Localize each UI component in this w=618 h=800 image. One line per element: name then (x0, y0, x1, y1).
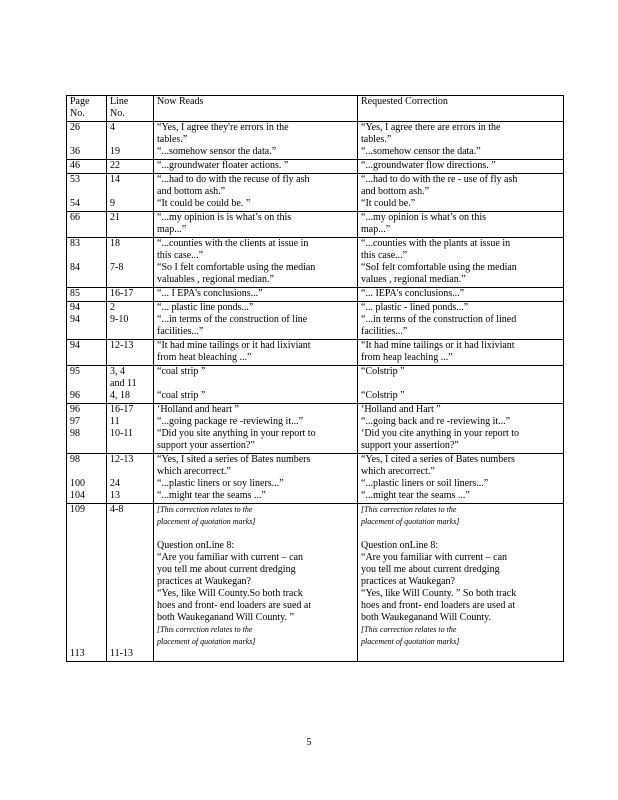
correction-text: “It had mine tailings or it had lixiviant from heap leaching ...” (361, 340, 515, 363)
correction-note: [This correction relates to the placement of quotation marks] (361, 625, 460, 646)
correction-text: “...groundwater flow directions. ” (361, 160, 496, 171)
page-text: 46 (70, 160, 80, 171)
correction-text: “Colstrip ” “Colstrip ” (361, 366, 405, 401)
correction-cell (358, 454, 564, 504)
now-reads-cell (154, 340, 358, 366)
correction-cell (358, 238, 564, 288)
page-cell (67, 122, 107, 160)
now-text: “...my opinion is is what’s on this map...” (157, 212, 292, 235)
now-text: “Yes, I sited a series of Bates numbers which arecorrect.” “...plastic liners or soy liners...” “...might tear the seams ...” (157, 454, 311, 501)
now-text: “Yes, I agree they're errors in the tables.” “...somehow sensor the data.” (157, 122, 289, 157)
page-text: 96 97 98 (70, 404, 80, 439)
now-reads-cell (154, 212, 358, 238)
line-text: 12-13 (110, 340, 134, 351)
table-row (67, 160, 564, 174)
header-text: Requested Correction (361, 96, 448, 107)
line-text: 3, 4 and 11 4, 18 (110, 366, 137, 401)
table-row (67, 504, 564, 662)
page-text: 94 94 (70, 302, 80, 325)
correction-note: [This correction relates to the placement of quotation marks] (157, 505, 256, 526)
correction-cell (358, 288, 564, 302)
table-row (67, 454, 564, 504)
page-cell (67, 288, 107, 302)
now-reads-cell (154, 454, 358, 504)
correction-cell (358, 122, 564, 160)
page-text: 95 96 (70, 366, 80, 401)
line-text: 16-17 (110, 288, 134, 299)
page-cell (67, 302, 107, 340)
line-cell (107, 238, 154, 288)
table-row (67, 174, 564, 212)
line-cell (107, 454, 154, 504)
line-cell (107, 160, 154, 174)
line-cell (107, 404, 154, 454)
header-now-reads (154, 96, 358, 122)
header-page-no (67, 96, 107, 122)
now-text: “coal strip ” “coal strip ” (157, 366, 206, 401)
correction-cell (358, 174, 564, 212)
page-cell (67, 504, 107, 662)
correction-cell (358, 340, 564, 366)
now-text: Question onLine 8: “Are you familiar with current – can you tell me about current dredging practices at Waukegan? “Yes, like Will County.So both track hoes and front- end loaders are sued at both Waukeganand Will County. ” (157, 540, 312, 623)
correction-text: “Yes, I agree there are errors in the tables.” “...somehow censor the data.” (361, 122, 501, 157)
correction-cell (358, 366, 564, 404)
table-header-row (67, 96, 564, 122)
page-text: 66 (70, 212, 80, 223)
correction-text: “... plastic - lined ponds...” “...in terms of the construction of lined facilities...” (361, 302, 517, 337)
correction-text: “...counties with the plants at issue in this case...” “SoI felt comfortable using the median values , regional median.” (361, 238, 517, 285)
now-reads-cell (154, 504, 358, 662)
now-text: “... plastic line ponds...” “...in terms of the construction of line facilities...” (157, 302, 308, 337)
line-text: 12-13 24 13 (110, 454, 134, 501)
correction-cell (358, 302, 564, 340)
header-line-no (107, 96, 154, 122)
line-text: 14 9 (110, 174, 120, 209)
table-row (67, 238, 564, 288)
correction-note: [This correction relates to the placement of quotation marks] (157, 625, 256, 646)
now-reads-cell (154, 174, 358, 212)
now-reads-cell (154, 404, 358, 454)
correction-cell (358, 504, 564, 662)
line-cell (107, 288, 154, 302)
line-cell (107, 122, 154, 160)
line-cell (107, 212, 154, 238)
table-row (67, 122, 564, 160)
correction-text: “...my opinion is what’s on this map...” (361, 212, 486, 235)
now-text: ‘Holland and heart ” “...going package re -reviewing it...” “Did you site anything in your report to support your assertion?” (157, 404, 316, 451)
header-text: Page No. (70, 96, 90, 119)
correction-cell (358, 404, 564, 454)
page-number: 5 (306, 737, 312, 748)
page-cell (67, 340, 107, 366)
page-cell (67, 212, 107, 238)
line-cell (107, 174, 154, 212)
errata-table (66, 95, 564, 662)
line-cell (107, 366, 154, 404)
page-cell (67, 160, 107, 174)
header-requested-correction (358, 96, 564, 122)
correction-cell (358, 212, 564, 238)
header-text: Now Reads (157, 96, 204, 107)
line-text: 4 19 (110, 122, 120, 157)
now-reads-cell (154, 366, 358, 404)
correction-note: [This correction relates to the placement of quotation marks] (361, 505, 460, 526)
line-text: 22 (110, 160, 120, 171)
now-text: “...counties with the clients at issue in this case...” “So I felt comfortable using the median valuables , regional median.” (157, 238, 316, 285)
now-reads-cell (154, 122, 358, 160)
now-reads-cell (154, 160, 358, 174)
now-text: “... I EPA's conclusions...” (157, 288, 263, 299)
now-text: “...groundwater floater actions. ” (157, 160, 289, 171)
table-row (67, 404, 564, 454)
table-row (67, 340, 564, 366)
page-text: 94 (70, 340, 80, 351)
line-text: 21 (110, 212, 120, 223)
page-text: 85 (70, 288, 80, 299)
now-reads-cell (154, 288, 358, 302)
page-text: 83 84 (70, 238, 80, 273)
correction-text: Question onLine 8: “Are you familiar with current – can you tell me about current dredging practices at Waukegan? “Yes, like Will County. ” So both track hoes and front- end loaders are used at both Waukeganand Will County. (361, 540, 517, 623)
page-cell (67, 366, 107, 404)
correction-cell (358, 160, 564, 174)
table-row (67, 288, 564, 302)
line-text: 16-17 11 10-11 (110, 404, 134, 439)
correction-text: “...had to do with the re - use of fly ash and bottom ash.” “It could be.” (361, 174, 518, 209)
now-text: “It had mine tailings or it had lixiviant from heat bleaching ...” (157, 340, 311, 363)
line-text: 2 9-10 (110, 302, 129, 325)
correction-text: ‘Holland and Hart ” “...going back and re -reviewing it...” ‘Did you cite anything in your report to support your assertion?” (361, 404, 520, 451)
line-text: 18 7-8 (110, 238, 124, 273)
correction-text: “... IEPA's conclusions...” (361, 288, 465, 299)
table-row (67, 212, 564, 238)
page-cell (67, 174, 107, 212)
page-cell (67, 404, 107, 454)
now-reads-cell (154, 302, 358, 340)
correction-text: “Yes, I cited a series of Bates numbers which arecorrect.” “...plastic liners or soil liners...” “...might tear the seams ...” (361, 454, 515, 501)
page-cell (67, 454, 107, 504)
line-text: 4-8 11-13 (110, 504, 133, 659)
now-text: “...had to do with the recuse of fly ash and bottom ash.” “It could be could be. ” (157, 174, 310, 209)
line-cell (107, 340, 154, 366)
page-text: 98 100 104 (70, 454, 85, 501)
page-cell (67, 238, 107, 288)
page-text: 53 54 (70, 174, 80, 209)
line-cell (107, 302, 154, 340)
table-row (67, 366, 564, 404)
page-text: 26 36 (70, 122, 80, 157)
table-row (67, 302, 564, 340)
page-text: 109 113 (70, 504, 85, 659)
now-reads-cell (154, 238, 358, 288)
line-cell (107, 504, 154, 662)
header-text: Line No. (110, 96, 129, 119)
